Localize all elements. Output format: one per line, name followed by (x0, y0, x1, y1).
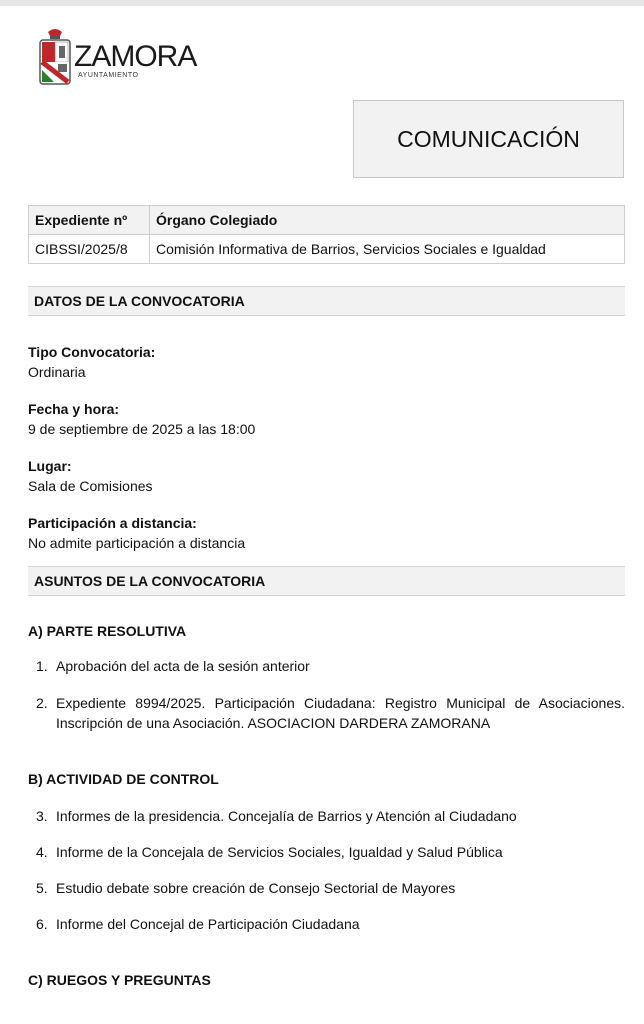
part-title-b: B) ACTIVIDAD DE CONTROL (28, 771, 219, 787)
table-header-row (29, 206, 625, 235)
field-participacion (28, 513, 245, 553)
field-value: 9 de septiembre de 2025 a las 18:00 (28, 421, 256, 437)
logo-subtitle: AYUNTAMIENTO (78, 72, 139, 79)
field-value: No admite participación a distancia (28, 535, 246, 551)
item-number: 2. (36, 695, 48, 711)
cell-expediente: CIBSSI/2025/8 (29, 235, 150, 264)
cell-organo: Comisión Informativa de Barrios, Servicios Sociales e Igualdad (150, 235, 625, 264)
header-expediente: Expediente nº (29, 206, 150, 235)
expediente-table (28, 205, 625, 264)
part-title-a: A) PARTE RESOLUTIVA (28, 623, 187, 639)
item-text: Informes de la presidencia. Concejalía de Barrios y Atención al Ciudadano (56, 808, 517, 824)
field-fecha (28, 399, 255, 439)
item-text: Expediente 8994/2025. Participación Ciudadana: Registro Municipal de Asociaciones. Inscripción de una Asociación. ASOCIACION DARDERA ZAMORANA (56, 695, 625, 731)
item-number: 4. (36, 844, 48, 860)
section-datos: DATOS DE LA CONVOCATORIA (28, 286, 625, 316)
field-label: Participación a distancia: (28, 515, 197, 531)
part-title-c: C) RUEGOS Y PREGUNTAS (28, 972, 211, 988)
item-text: Informe del Concejal de Participación Ciudadana (56, 916, 360, 932)
field-lugar (28, 456, 153, 496)
field-tipo (28, 342, 155, 382)
field-value: Sala de Comisiones (28, 478, 153, 494)
item-number: 6. (36, 916, 48, 932)
table-row (29, 235, 625, 264)
item-text: Aprobación del acta de la sesión anterior (56, 658, 310, 674)
top-bar (0, 0, 644, 6)
item-text: Estudio debate sobre creación de Consejo Sectorial de Mayores (56, 880, 456, 896)
page-title: COMUNICACIÓN (353, 100, 624, 178)
header-organo: Órgano Colegiado (150, 206, 625, 235)
field-label: Tipo Convocatoria: (28, 344, 156, 360)
logo-wordmark: ZAMORA (74, 40, 197, 73)
field-label: Fecha y hora: (28, 401, 120, 417)
item-text: Informe de la Concejala de Servicios Sociales, Igualdad y Salud Pública (56, 844, 503, 860)
item-number: 1. (36, 658, 48, 674)
crest-icon (38, 26, 72, 86)
field-value: Ordinaria (28, 364, 86, 380)
section-asuntos: ASUNTOS DE LA CONVOCATORIA (28, 566, 625, 596)
logo (38, 26, 198, 86)
item-number: 3. (36, 808, 48, 824)
field-label: Lugar: (28, 458, 72, 474)
item-number: 5. (36, 880, 48, 896)
